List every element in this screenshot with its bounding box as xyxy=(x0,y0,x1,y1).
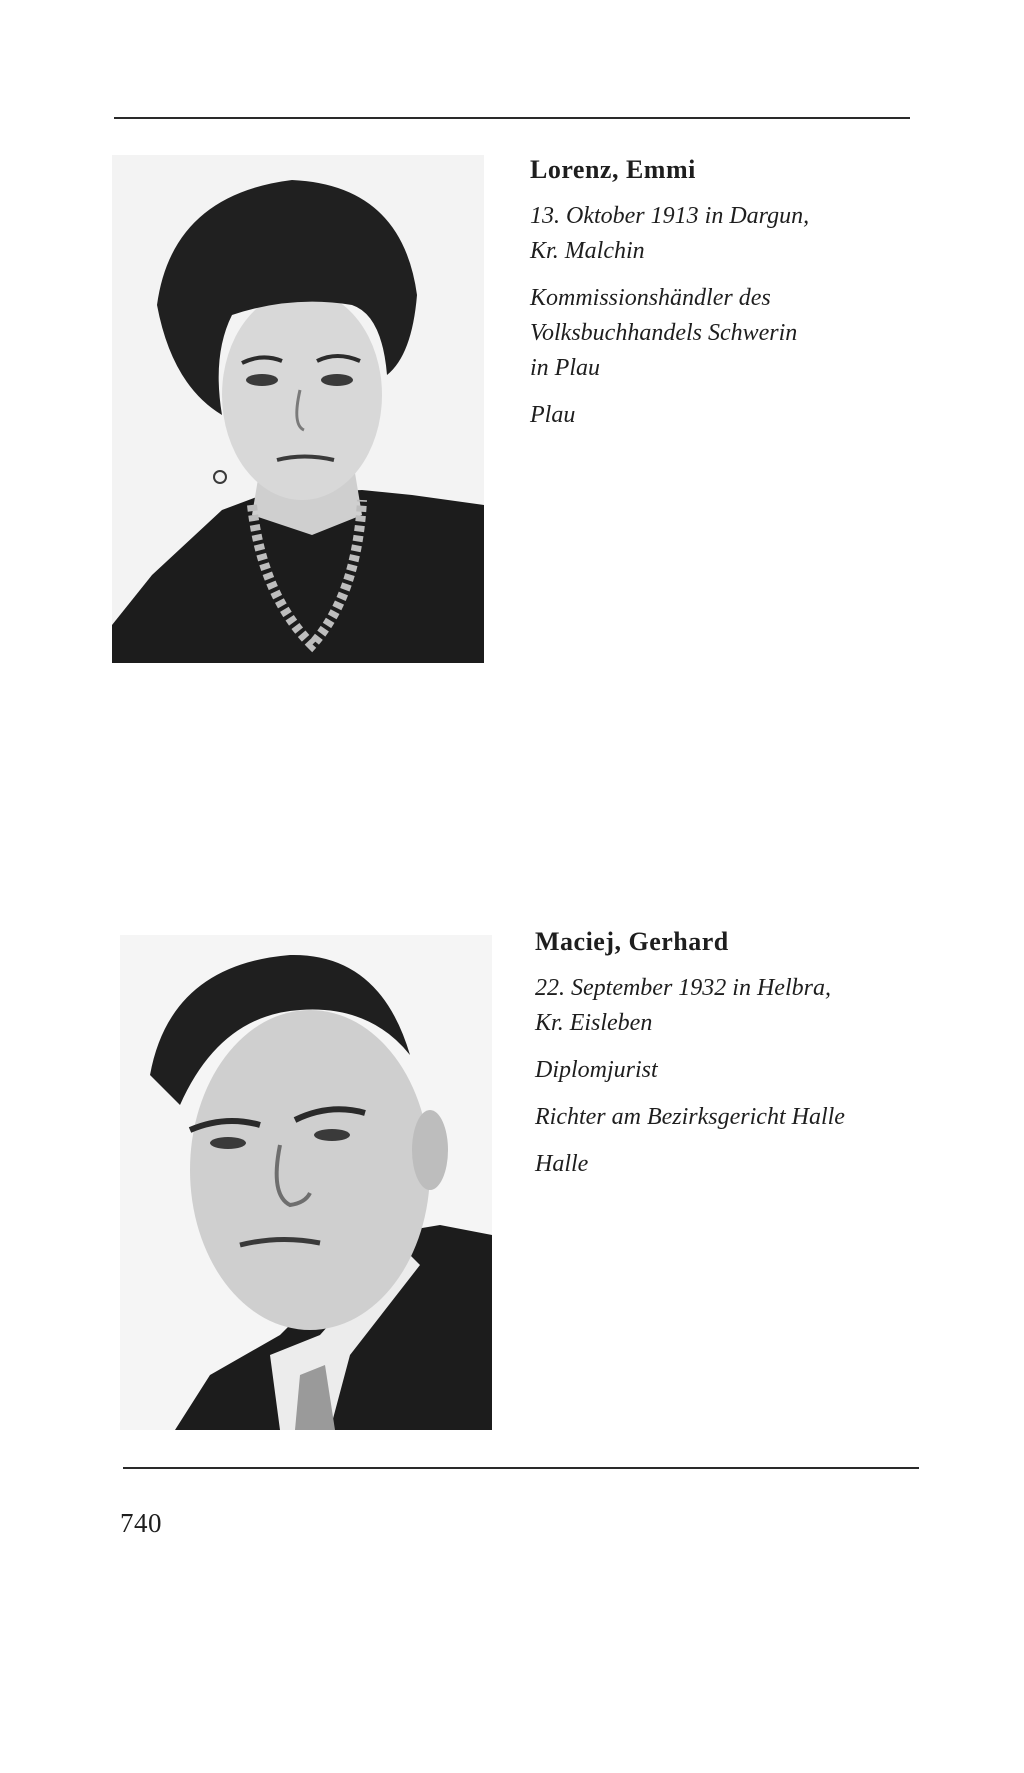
bottom-rule xyxy=(123,1467,919,1469)
entry-occupation: Richter am Bezirksgericht Halle xyxy=(535,1104,845,1130)
entry-constituency: Plau xyxy=(530,402,576,428)
entry-name: Maciej, Gerhard xyxy=(535,927,729,956)
entry-name: Lorenz, Emmi xyxy=(530,155,696,184)
entry-birth: 22. September 1932 in Helbra, Kr. Eisleben xyxy=(535,975,831,1036)
entry-lorenz xyxy=(530,153,910,445)
entry-maciej xyxy=(535,925,915,1194)
entry-occupation: Kommissionshändler des Volksbuchhandels Schwerin in Plau xyxy=(530,285,798,381)
entry-constituency: Halle xyxy=(535,1151,589,1177)
page-number: 740 xyxy=(120,1508,162,1538)
portrait-photo-maciej xyxy=(120,935,492,1430)
entry-birth: 13. Oktober 1913 in Dargun, Kr. Malchin xyxy=(530,203,810,264)
entry-qualification: Diplomjurist xyxy=(535,1057,658,1083)
portrait-photo-lorenz xyxy=(112,155,484,663)
top-rule xyxy=(114,117,910,119)
